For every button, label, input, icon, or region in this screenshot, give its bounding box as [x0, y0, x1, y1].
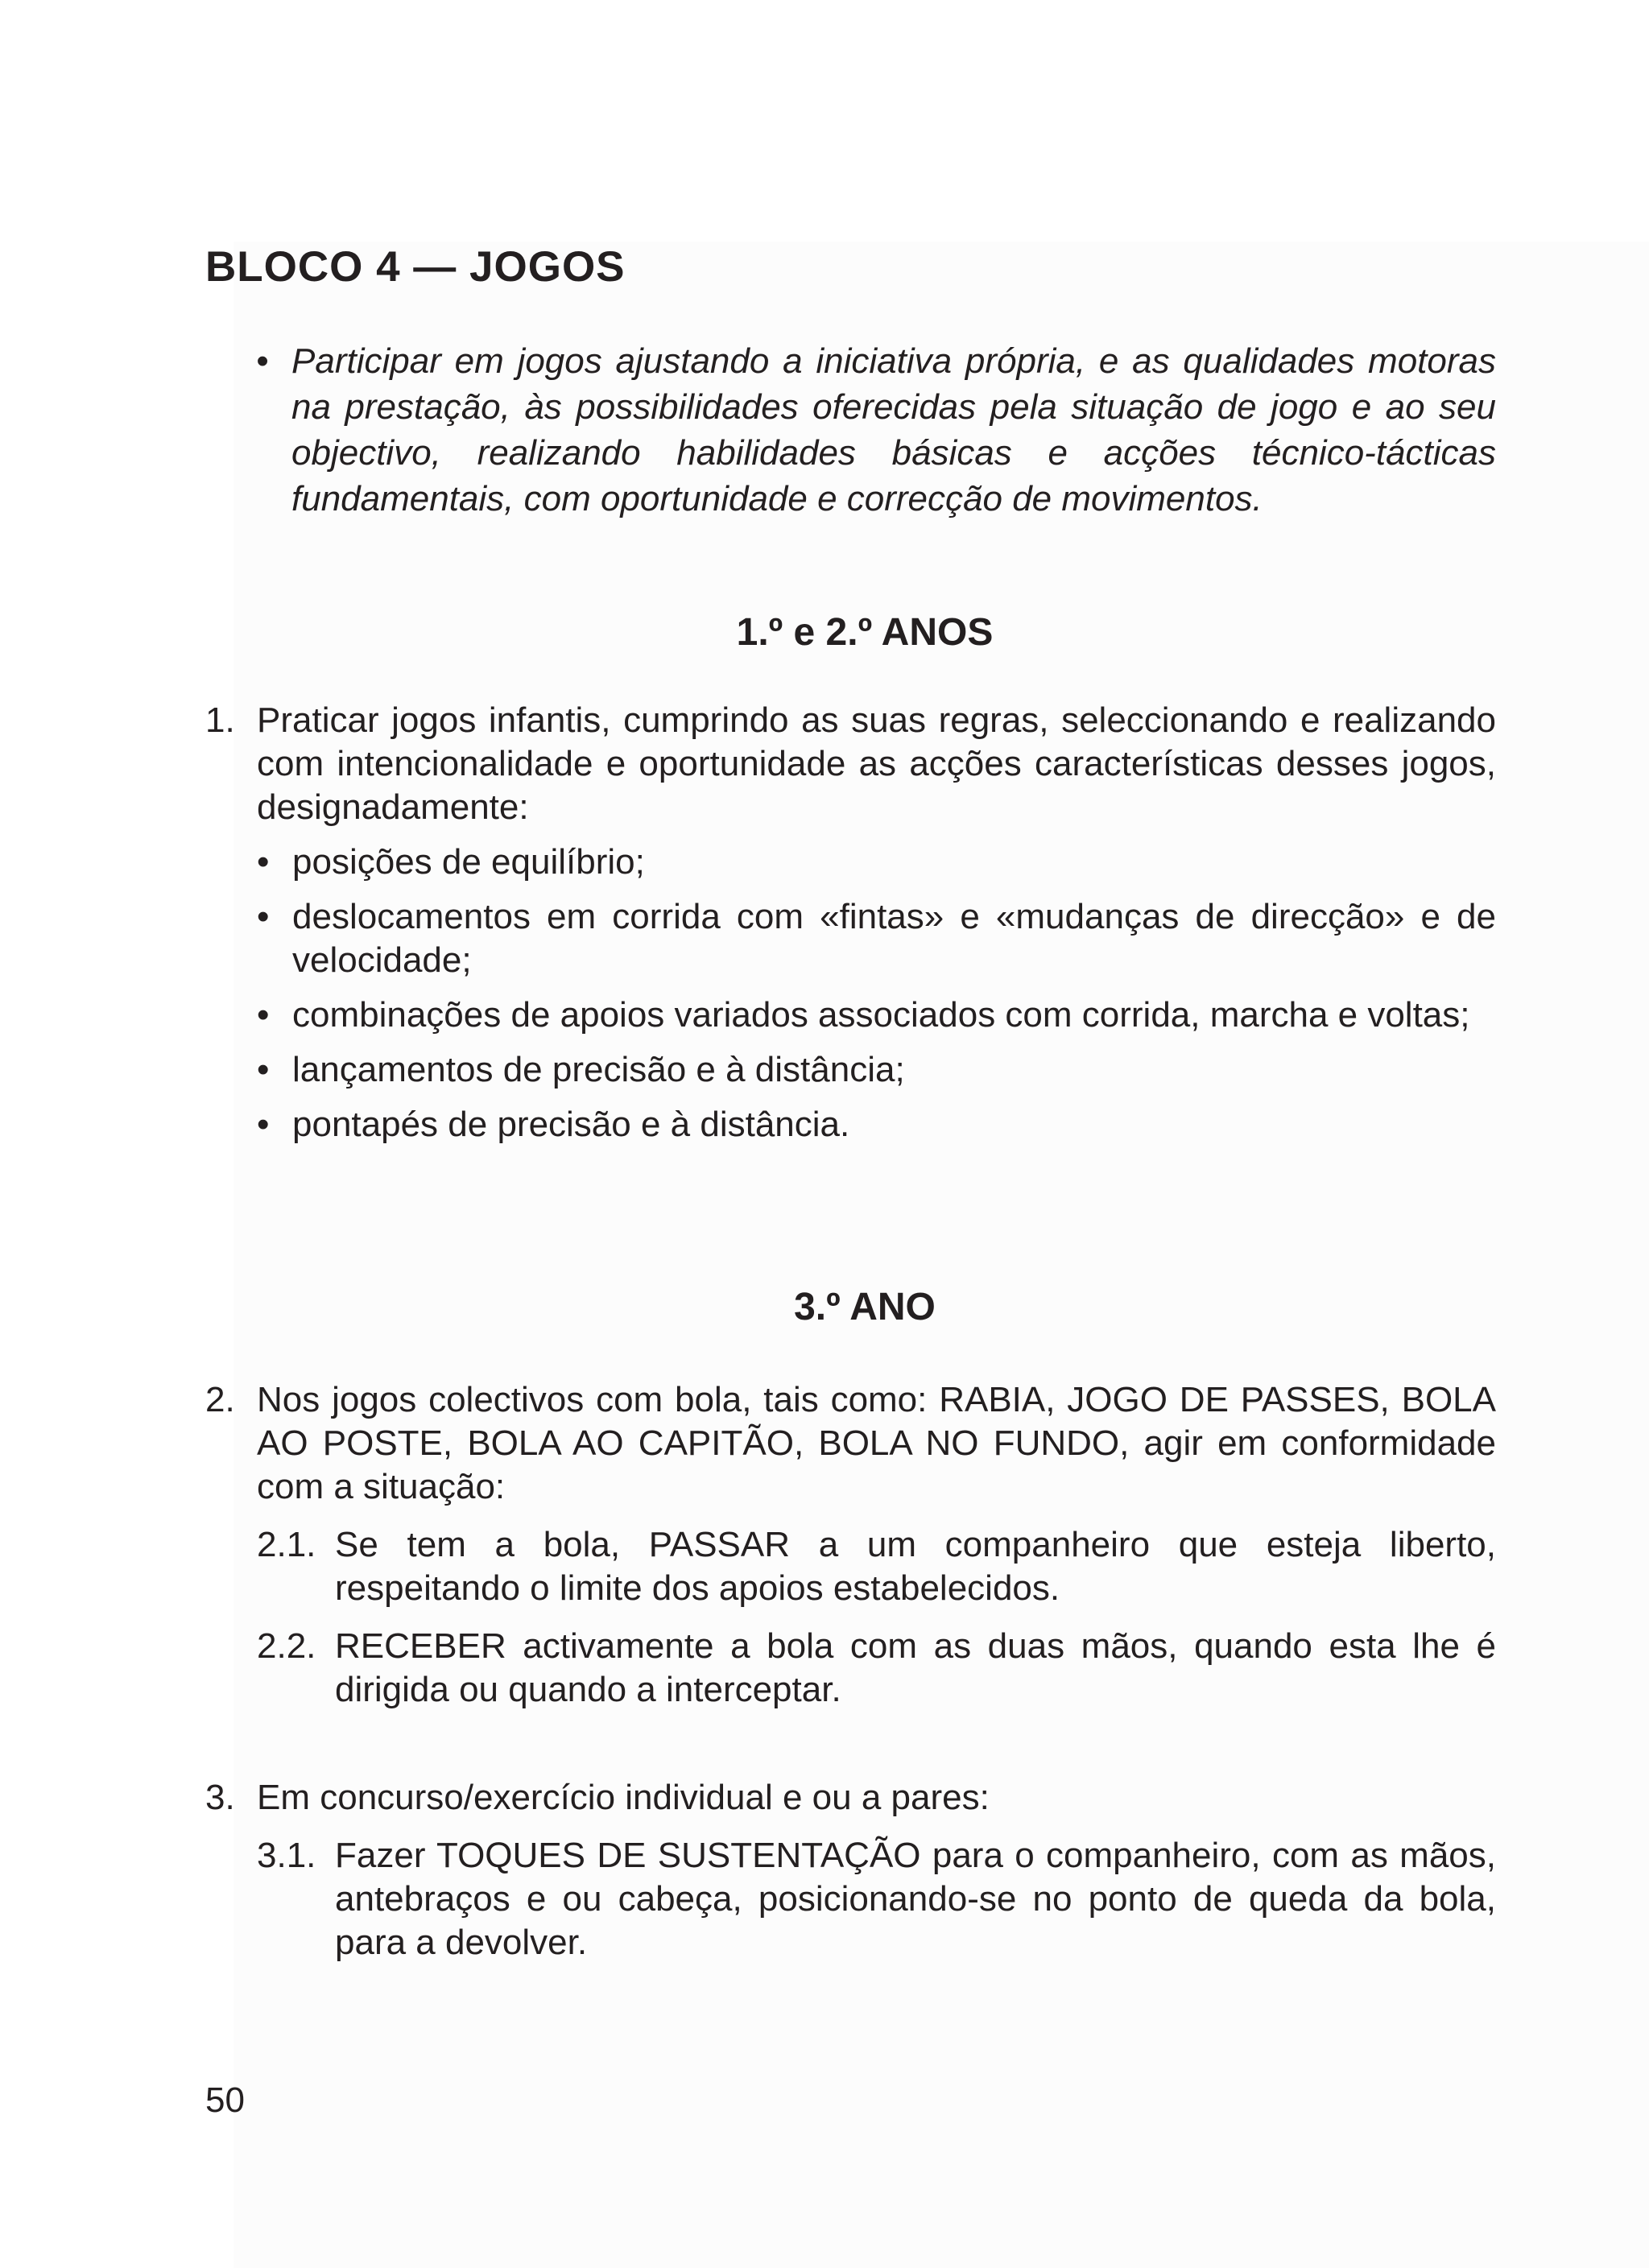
sub-item-2-1 [205, 1523, 1496, 1610]
bullet-text: deslocamentos em corrida com «fintas» e «mudanças de direcção» e de velocidade; [292, 897, 1496, 980]
bullet-item [205, 841, 1496, 884]
item-text: Nos jogos colectivos com bola, tais como: RABIA, JOGO DE PASSES, BOLA AO POSTE, BOLA AO CAPITÃO, BOLA NO FUNDO, agir em conformidade com a situação: [257, 1380, 1496, 1506]
sub-item-number: 2.2. [257, 1626, 316, 1666]
section-2-item-3 [205, 1776, 1496, 1964]
bullet-item [205, 994, 1496, 1037]
item-text: Em concurso/exercício individual e ou a pares: [257, 1778, 990, 1817]
bullet-icon: • [257, 1050, 270, 1089]
bullet-icon: • [256, 341, 269, 381]
page-title: BLOCO 4 — JOGOS [205, 243, 626, 291]
item-number: 2. [205, 1380, 235, 1419]
item-number: 1. [205, 700, 235, 740]
bullet-icon: • [257, 897, 270, 936]
item-text: Praticar jogos infantis, cumprindo as suas regras, seleccionando e realizando com intencionalidade e oportunidade as acções características desses jogos, designadamente: [257, 700, 1496, 827]
bullet-text: pontapés de precisão e à distância. [292, 1105, 850, 1144]
item-1-bullet-list [205, 841, 1496, 1146]
list-item-1 [205, 699, 1496, 829]
bullet-icon: • [257, 995, 270, 1035]
item-number: 3. [205, 1778, 235, 1817]
section-heading-1-2-anos: 1.º e 2.º ANOS [736, 611, 994, 654]
bullet-text: posições de equilíbrio; [292, 842, 645, 882]
intro-text: Participar em jogos ajustando a iniciativa própria, e as qualidades motoras na prestação, às possibilidades oferecidas pela situação de jogo e ao seu objectivo, realizando habilidades básicas e acções técnico-tácticas fundamentais, com oportunidade e correcção de movimentos. [291, 341, 1496, 518]
section-1-content [205, 699, 1496, 1158]
sub-item-text: Se tem a bola, PASSAR a um companheiro que esteja liberto, respeitando o limite dos apoios estabelecidos. [335, 1525, 1496, 1608]
bullet-icon: • [257, 842, 270, 882]
sub-item-number: 3.1. [257, 1836, 316, 1875]
bullet-item [205, 1048, 1496, 1092]
sub-item-3-1 [205, 1834, 1496, 1964]
bullet-text: combinações de apoios variados associados com corrida, marcha e voltas; [292, 995, 1470, 1035]
list-item-2 [205, 1378, 1496, 1509]
section-heading-3-ano: 3.º ANO [794, 1286, 936, 1328]
bullet-item [205, 895, 1496, 982]
sub-item-text: Fazer TOQUES DE SUSTENTAÇÃO para o companheiro, com as mãos, antebraços e ou cabeça, posicionando-se no ponto de queda da bola, para a devolver. [335, 1836, 1496, 1962]
sub-item-number: 2.1. [257, 1525, 316, 1564]
page-number: 50 [205, 2080, 245, 2120]
bullet-icon: • [257, 1105, 270, 1144]
sub-item-2-2 [205, 1625, 1496, 1712]
list-item-3 [205, 1776, 1496, 1820]
bullet-item [205, 1103, 1496, 1146]
sub-item-text: RECEBER activamente a bola com as duas mãos, quando esta lhe é dirigida ou quando a interceptar. [335, 1626, 1496, 1709]
section-2-content [205, 1378, 1496, 1712]
bullet-text: lançamentos de precisão e à distância; [292, 1050, 905, 1089]
intro-bullet-item [256, 338, 1496, 522]
intro-objective [256, 338, 1496, 522]
